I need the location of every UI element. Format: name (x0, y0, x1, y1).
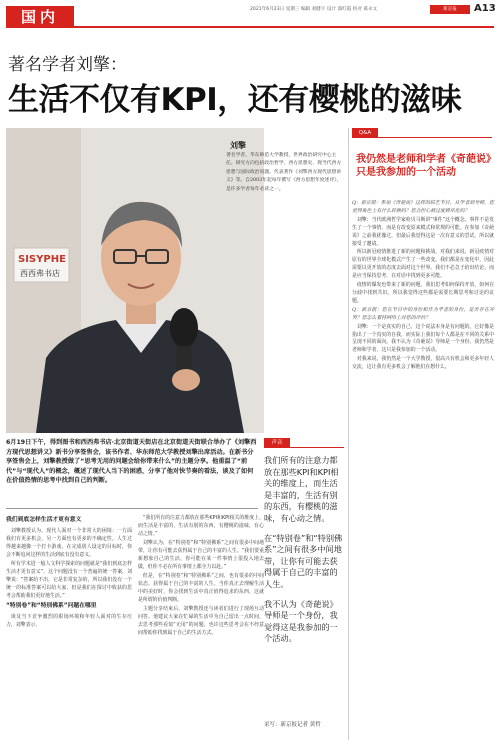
voice-quote: 我不认为《奇葩说》导师是一个身份，我觉得这是我参加的一个活动。 (264, 598, 338, 644)
body-paragraph: 但是，在“特别卷”和“特别佛系”之间，也有很多的中间状态，获得属于自己的丰富的人生。当你真正去理解生活中的美好时，你会找到生活中真正值得追求的东西，这就是所谓的价值判断。 (138, 573, 264, 603)
voice-quotes (264, 455, 344, 653)
qa-title: 我仍然是老师和学者《奇葩说》只是我参加的一个活动 (356, 154, 491, 178)
qa-question: Q：新京报：参加《奇葩说》这样的综艺节目，从学者到导师，您觉得角色上有什么转换吗？您会担心被过度娱乐化吗？ (352, 200, 494, 214)
body-column-1 (6, 514, 132, 630)
qa-body (352, 200, 494, 373)
qa-answer: 刘擎：当代欧洲哲学家哈贝马斯讲“事件”这个概念，事件不是发生了一个事情，而是有改变原来模式和常规的可能。在参加《奇葩说》之前我犹豫过，但最后我觉得这是一次有意义的尝试，所以就接受了邀请。 (352, 216, 495, 247)
kicker: 著名学者刘擎： (8, 55, 127, 75)
subhead: 我们到底怎样生活才更有意义 (6, 517, 82, 523)
subhead: “特别卷”和“特别佛系”问题在哪里 (6, 603, 97, 609)
qa-answer: 刘擎：一个是真实的自己，这个说法本身是有问题的。它好像是指出了一个真实的自我，而实际上我们每个人都是在不同的关系中呈现不同的面向。我不认为《奇葩说》导师是一个身份，我仍然是老师和学者，这只是我参加的一个活动。 (352, 323, 494, 354)
body-paragraph: 刘擎教授认为，现代人面对一个非常大的困境：一方面我们有更多机会，另一方面也有更多的不确定性。人生过得越来越像一个打卡游戏，在完成别人设定的目标时，你会不断追问这样的生活到底有没有意义。 (6, 528, 132, 558)
header-info: 2021年6月23日 星期三 编辑 刘健宇 设计 邵红霞 校对 葛永文 (250, 7, 378, 12)
qa-rule (352, 137, 492, 138)
byline: 采写：新京报记者 黄哲 (264, 722, 321, 728)
header-rule (74, 26, 494, 28)
author-bio: 著名学者，华东师范大学教授，世界政治研究中心主任。研究方向包括政治哲学、西方思想史、现当代西方思想与国际政治问题。代表著作《刘擎西方现代思想讲义》等。自2003年起每年撰写《西方思想年度述评》，是许多学者每年必读之一。 (226, 153, 342, 192)
qa-tag: Q&A (352, 128, 378, 138)
headline: 生活不仅有KPI，还有樱桃的滋味 (8, 82, 462, 118)
lead-rule (6, 508, 258, 509)
lead-paragraph: 6月19日下午，得到图书和西西弗书店·北京街道天街店在北京街道天街联合举办了《刘擎西方现代思想讲义》新书分享签售会，该书作者、华东师范大学教授刘擎出席活动。在新书分享签售会上，刘擎教授做了“思考无用的问题会给你带来什么”的主题分享。他重温了“前代”与“现代人”的概念，概述了现代人当下的困惑，分享了他对快节奏的看法，谈及了如何在价值热情的思考中找到自己的判断。 (6, 439, 257, 485)
column-divider (348, 128, 349, 740)
qa-answer: 所以新冠疫情推进了新的问题和挑战，对我们来说，新冠疫情对原有的世界全球化模式产生了一些改变。我们都是在变化中，因此需要以更开放的态度去面对这个世界。我们不必急于给出结论，而是应当保持思考，在对话中找到更多可能。 (352, 249, 494, 280)
body-paragraph: 刘擎认为，在“特别卷”和“特别佛系”之间有很多中间地带，让你有可能去获得属于自己的丰富的人生。“我们要重新想象自己的生活，你可能在某一件事情上很投入地去做，但你不必在所有事情上都全力以赴。” (138, 540, 264, 570)
qa-question: Q：新京报：您在节目中的身份和作为学者的身份，是否存在冲突？您怎么看待网络上对您的评价？ (352, 306, 494, 321)
section-label: 国内 (6, 6, 74, 28)
author-name: 刘擎 (230, 141, 246, 150)
store-sign: SISYPHE (18, 254, 66, 265)
voice-quote: 我们所有的注意力都放在那些KPI和KPI相关的维度上，而生活是丰富的，生活有别的东西，有樱桃的滋味，有心动之情。 (264, 455, 339, 523)
voice-tag: 声音 (264, 438, 290, 448)
body-paragraph: 主题分享结束后，刘擎教授还与读者们进行了现场互动问答。他建议大家在忙碌的生活中为自己留出一点时间，去思考那些看似“无用”的问题，也许这些思考会在不经意间帮助你找到属于自己的生活方式。 (138, 606, 264, 636)
page-number: A13 (474, 3, 496, 14)
qa-answer: 疫情的爆发也带来了新的问题，我们思考如何保持开放，如何在分歧中找到共识。所以我觉得这些都是需要长期思考和讨论的议题。 (352, 282, 494, 304)
voice-quote: 在“特别卷”和“特别佛系”之间有很多中间地带，让你有可能去获得属于自己的丰富的人生。 (264, 532, 343, 589)
qa-answer: 对我来说，我仍然是一个大学教授，很高兴有机会和更多年轻人交流，这让我有更多机会了解他们在想什么。 (352, 356, 494, 371)
newspaper-badge: 新京报 (430, 5, 470, 14)
body-paragraph: 所有学术进一般人文科学探索的问题就是“我们到底怎样生活才更有意义”，这个问题没有一个普遍的统一答案，刘擎说：“答案给不出，它是非常复杂的，所以我们没有一个统一的标准答案可以给大家，但是我们在探讨中收获的思考会帮助我们更好地生活。” (6, 561, 132, 599)
body-paragraph: 谈及当下竞争激烈的职场环境和年轻人面对的生存压力，刘擎表示， (6, 614, 132, 628)
body-paragraph: “我们所有的注意力都放在那些KPI和KPI相关的维度上，而生活是丰富的，生活有别的东西，有樱桃的滋味，有心动之情。” (138, 515, 264, 537)
body-column-2 (138, 514, 264, 638)
voice-rule (264, 447, 344, 448)
store-sign-sub: 西西弗书店 (20, 269, 60, 278)
page-header (0, 0, 500, 32)
